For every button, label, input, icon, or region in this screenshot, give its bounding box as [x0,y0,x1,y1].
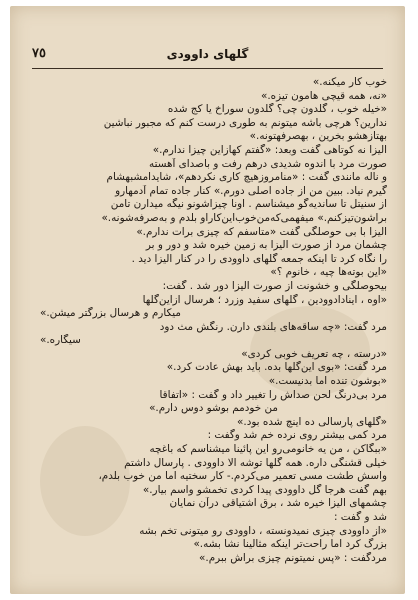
text-line: من خودمم بوشو دوس دارم.» [149,402,278,415]
text-line: «گلهای پارسالی ده اینچ شده بود.» [237,415,387,428]
text-line: الیزا با بی حوصلگی گفت «متاسفم که چیزی برات ندارم.» [136,225,387,238]
text-line: الیزا نه کوتاهی گفت وبعد: «گفتم کهازاین چیزا ندارم.» [152,143,387,156]
text-line: «نه، همه قیچی هامون تیزه.» [261,89,387,102]
text-line: بهتازهشو بخرین ، بهصرفهتونه.» [249,130,387,143]
text-line: مرد بی‌درنگ لحن صداش را تغییر داد و گفت : «اتفاقا [159,388,387,401]
text-line: «خیله خوب ، گلدون چی؟ گلدون سوراخ یا کج شده [167,103,387,116]
text-line: میکارم و هرسال بزرگتر میشن.» [40,307,181,320]
text-line: بهم گفت هرجا گل داوودی پیدا کردی تخمشو واسم بیار.» [142,483,387,496]
page-number: ٧٥ [32,46,46,61]
text-line: «اوه ، اینادادوودین ، گلهای سفید وزرد ؛ هرسال ازاین‌گلها [142,293,387,306]
text-line: خوب کار میکنه.» [312,76,387,88]
book-page [10,6,405,594]
text-line: صورت مرد با اندوه شدیدی درهم رفت و باصدای آهسته [149,157,387,170]
text-line: «از داوودی چیزی نمیدونسته ، داوودی رو میتونی تخم بشه [139,524,387,537]
text-line: چشمهای الیزا خیره شد ، برق اشتیاقی درآن نمایان [169,497,387,510]
text-line: از سنیتل تا ساندیه‌گو میشناسم . اونا چیزاشونو نیگه میدارن تامن [110,198,387,211]
running-title: گلهای داوودی [166,47,249,61]
text-line: ندارین؟ هرچی باشه میتونم به طوری درست کنم که مجبور نباشین [103,116,387,129]
text-line: و ناله مانندی گفت : «منامروزهیچ کاری نکردهم»، شایدامشبهشام [106,171,387,184]
text-line: مرد گفت: «بوی این‌گلها بده. باید بهش عادت کرد.» [166,361,387,374]
text-line: سیگاره.» [40,334,81,347]
text-line: براشون‌تیزکنم.» میفهمی‌که‌من‌خوب‌این‌کاراو بلدم و به‌صرفه‌شونه.» [101,211,387,224]
text-line: بیحوصلگی و خشونت از صورت الیزا دور شد . گفت: [162,279,387,292]
body-text [40,76,387,564]
text-line: خیلی قشنگی داره. همه گلها توشه الا داوودی . پارسال داشتم [124,456,387,469]
text-line: مردگفت : «پس نمیتونم چیزی براش ببرم.» [199,551,387,564]
text-line: بزرگ کرد اما راحت‌تر اینکه مثالینا نشا بشه.» [193,538,387,551]
text-line: واسش طشت مسی تعمیر می‌کردم.- کار سختیه اما من خوب بلدم، [98,470,387,483]
text-line: چشمان مرد از صورت الیزا به زمین خیره شد و دور و بر [145,239,387,252]
text-line: «ببگاکن ، من یه خانومی‌رو این پائینا میشناسم که باغچه [149,443,387,456]
page-header [32,46,383,69]
text-line: مرد کمی بیشتر روی نرده خم شد وگفت : [207,429,387,442]
text-line: گیرم نیاد. ببین من از جاده اصلی دورم.» کنار جاده تمام آدمهارو [115,184,387,197]
text-line: شد و گفت : [334,511,387,523]
text-line: «این بوته‌ها چیه ، خانوم ؟» [270,266,387,279]
text-line: «بوشون تنده اما بدنیست.» [268,375,387,388]
text-line: را نگاه کرد تا اینکه جمعه گلهای داوودی را در کنار الیزا دید . [131,252,387,265]
text-line: مرد گفت: «چه ساقه‌های بلندی دارن. رنگش مث دود [159,320,387,333]
text-line: «درسته ، چه تعریف خوبی کردی» [241,347,387,360]
